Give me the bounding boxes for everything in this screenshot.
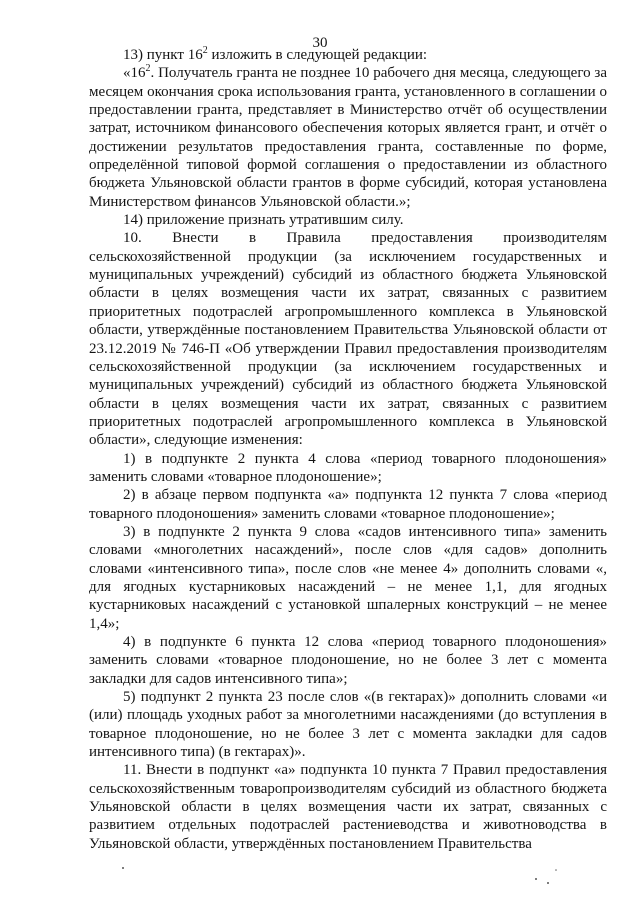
superscript: 2 xyxy=(202,45,208,56)
paragraph-subitem-5: 5) подпункт 2 пункта 23 после слов «(в гектарах)» дополнить словами «и (или) площадь уходных работ за многолетними насаждениями (до вступления в товарное плодоношение, но не более 3 лет с момента закладки для садов интенсивного типа) (в гектарах)». xyxy=(89,689,607,761)
paragraph-subitem-4: 4) в подпункте 6 пункта 12 слова «период товарного плодоношения» заменить словами «товарное плодоношение, но не более 3 лет с момента закладки для садов интенсивного типа»; xyxy=(89,634,607,687)
paragraph-subitem-1: 1) в подпункте 2 пункта 4 слова «период товарного плодоношения» заменить словами «товарное плодоношение»; xyxy=(89,450,607,485)
paragraph-section-10: 10. Внести в Правила предоставления производителям сельскохозяйственной продукции (за исключением государственных и муниципальных учреждений) субсидий из областного бюджета Ульяновской области в целях возмещения части их затрат, связанных с развитием приоритетных подотраслей агропромышленного комплекса в Ульяновской области, утверждённые постановлением Правительства Ульяновской области от 23.12.2019 № 746-П «Об утверждении Правил предоставления производителям сельскохозяйственной продукции (за исключением государственных и муниципальных учреждений) субсидий из областного бюджета Ульяновской области в целях возмещения части их затрат, связанных с развитием приоритетных подотраслей агропромышленного комплекса в Ульяновской области», следующие изменения: xyxy=(89,230,607,449)
paragraph-item-13 xyxy=(89,46,607,64)
paragraph-subitem-2: 2) в абзаце первом подпункта «а» подпункта 12 пункта 7 слова «период товарного плодоношения» заменить словами «товарное плодоношение»; xyxy=(89,487,607,522)
superscript: 2 xyxy=(145,63,151,75)
paragraph-new-wording-16-2 xyxy=(89,64,607,211)
document-body xyxy=(89,46,607,853)
paragraph-item-14: 14) приложение признать утратившим силу. xyxy=(123,212,404,229)
paragraph-subitem-3: 3) в подпункте 2 пункта 9 слова «садов интенсивного типа» заменить словами «многолетних насаждений», после слов «для садов» дополнить словами «интенсивного типа», после слов «не менее 4» дополнить словами «, для ягодных кустарниковых насаждений – не менее 1,1, для ягодных кустарниковых насаждений с установкой шпалерных конструкций – не менее 1,4»; xyxy=(89,523,607,632)
paragraph-text: . Получатель гранта не позднее 10 рабочего дня месяца, следующего за месяцем окончания срока использования гранта, установленного в соглашении о предоставлении гранта, представляет в Министерство отчёт об осуществлении затрат, источником финансового обеспечения которых является грант, и отчёт о достижении результатов предоставления гранта, составленные по форме, определённой типовой формой соглашения о предоставлении из областного бюджета Ульяновской области грантов в форме субсидий, которая установлена Министерством финансов Ульяновской области.»; xyxy=(89,65,607,210)
paragraph-text: «16 xyxy=(123,65,146,82)
paragraph-text: 13) пункт 16 xyxy=(123,47,203,63)
paragraph-text: изложить в следующей редакции: xyxy=(207,47,428,63)
page-number: 30 xyxy=(312,35,328,51)
paragraph-section-11: 11. Внести в подпункт «а» подпункта 10 пункта 7 Правил предоставления сельскохозяйственным товаропроизводителям субсидий из областного бюджета Ульяновской области в целях возмещения части их затрат, связанных с развитием отдельных подотраслей растениеводства и животноводства в Ульяновской области, утверждённых постановлением Правительства xyxy=(89,762,607,852)
